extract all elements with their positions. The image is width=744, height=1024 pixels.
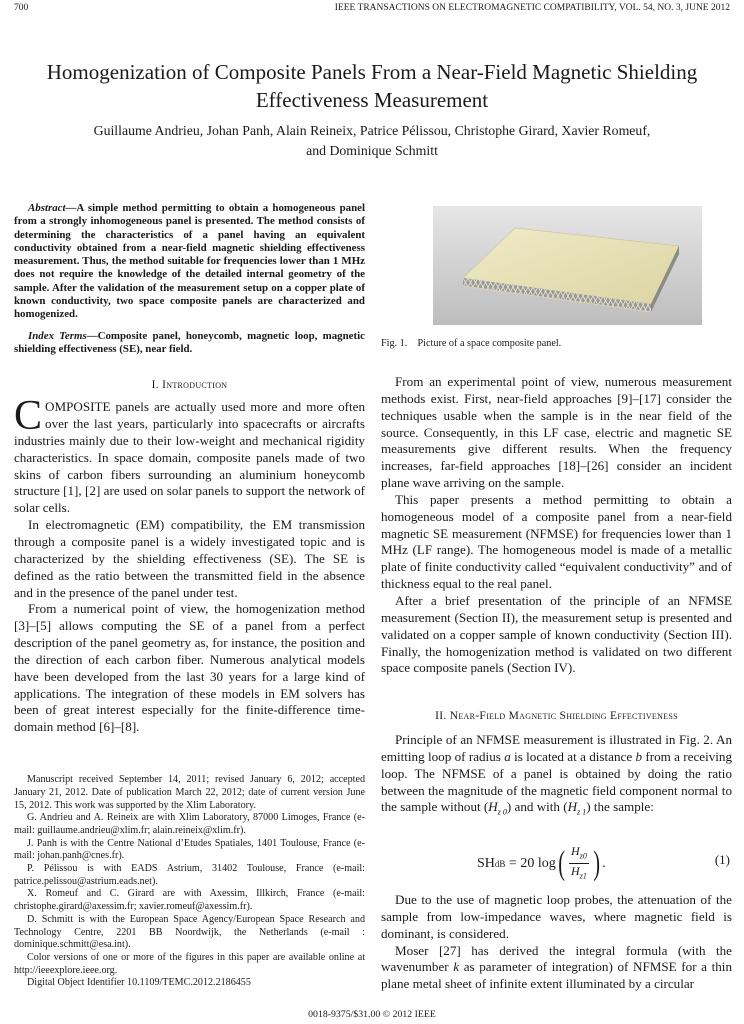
abstract-label: Abstract	[28, 202, 66, 214]
index-terms-text: —Composite panel, honeycomb, magnetic loop, magnetic shielding effectiveness (SE), near field.	[14, 329, 365, 355]
figure-1-caption-text: Picture of a space composite panel.	[417, 338, 562, 349]
text-run: Moser [27] has derived the integral formula (with the wavenumber	[381, 942, 732, 975]
footnote-affiliation: P. Pélissou is with EADS Astrium, 31402 Toulouse, France (e-mail: patrice.pelissou@astrium.eads.net).	[14, 863, 365, 887]
sub-z0: z 0	[497, 807, 507, 817]
authors-line-2: and Dominique Schmitt	[306, 143, 438, 158]
eq-left-paren: (	[557, 844, 565, 882]
right-paragraph-2: This paper presents a method permitting to obtain a homogeneous model of a composite panel from a near-field magnetic SE measurement (NFMSE) for frequencies lower than 1 MHz (LF range). The homogeneous model is made of a metallic plate of finite conductivity called “equivalent conductivity” and of thickness equal to the real panel.	[381, 491, 732, 592]
eq-num-var: H	[571, 844, 580, 858]
eq-end: .	[602, 855, 606, 871]
figure-1-label: Fig. 1.	[381, 338, 408, 349]
var-b: b	[635, 748, 643, 764]
var-hz0: H	[488, 799, 498, 815]
equation-body	[477, 844, 606, 884]
section-2-paragraph-2: Due to the use of magnetic loop probes, the attenuation of the sample from low-impedance waves, where magnetic field is dominant, is considered.	[381, 892, 732, 941]
right-column-lower	[381, 892, 732, 993]
section-title: Near-Field Magnetic Shielding Effectiveness	[449, 710, 678, 722]
section-title: Introduction	[162, 379, 228, 392]
section-2-paragraph-1	[381, 732, 732, 822]
section-heading-nfmse	[381, 710, 732, 722]
section-numeral: II.	[435, 710, 447, 722]
footnote-affiliation: G. Andrieu and A. Reineix are with Xlim Laboratory, 87000 Limoges, France (e-mail: guillaume.andrieu@xlim.fr; alain.reineix@xlim.fr).	[14, 812, 365, 836]
intro-paragraph-2: In electromagnetic (EM) compatibility, the EM transmission through a composite panel is a widely investigated topic and is characterized by the shielding effectiveness (SE). The SE is defined as the ratio between the transmitted field in the absence and in the presence of the panel under test.	[14, 517, 365, 600]
footnote-affiliation: X. Romeuf and C. Girard are with Axessim, Illkirch, France (e-mail: christophe.girard@axessim.fr; xavier.romeuf@axessim.fr).	[14, 888, 365, 913]
footnotes	[14, 774, 365, 990]
left-column	[14, 202, 365, 990]
intro-paragraph-3: From a numerical point of view, the homogenization method [3]–[5] allows computing the SE of a panel from a perfect description of the panel geometry as, for instance, the position and the direction of each carbon fiber. Numerous analytical models have been developed from the last 30 years for a large kind of applications. The integration of these models in EM solvers has been of great interest especially for the finite-difference time-domain method [6]–[8].	[14, 601, 365, 735]
footnote-affiliation: D. Schmitt is with the European Space Agency/European Space Research and Technology Centre, 2201 BB Noordwijk, the Netherlands (e-mail : dominique.schmitt@esa.int).	[14, 913, 365, 951]
paper-title	[20, 58, 724, 114]
text-run: ) the sample:	[586, 799, 654, 815]
footnote-color-note: Color versions of one or more of the figures in this paper are available online at http://ieeexplore.ieee.org.	[14, 951, 365, 976]
var-a: a	[504, 748, 511, 764]
intro-paragraph-1	[14, 393, 365, 517]
eq-den-var: H	[571, 864, 580, 879]
right-column-upper	[381, 374, 732, 677]
eq-lhs: SH	[477, 855, 495, 871]
footnote-doi: Digital Object Identifier 10.1109/TEMC.2012.2186455	[27, 977, 251, 989]
title-line-1: Homogenization of Composite Panels From a Near-Field Magnetic Shielding	[46, 60, 698, 84]
text-run: Principle of an NFMSE measurement is illustrated in Fig. 2. An emitting loop of radius	[381, 732, 732, 764]
right-column-section-2	[381, 710, 732, 822]
footnote-affiliation: J. Panh is with the Centre National d’Etudes Spatiales, 1401 Toulouse, France (e-mail: johan.panh@cnes.fr).	[14, 837, 365, 862]
eq-right-paren: )	[593, 844, 600, 882]
running-header: IEEE TRANSACTIONS ON ELECTROMAGNETIC COMPATIBILITY, VOL. 54, NO. 3, JUNE 2012	[334, 3, 730, 13]
right-paragraph-3: After a brief presentation of the principle of an NFMSE measurement (Section II), the measurement setup is presented and validated on a copper sample of known conductivity (Section III). Finally, the homogenization method is validated on two different space composite panels (Section IV).	[381, 592, 732, 676]
index-terms	[14, 330, 365, 357]
text-run: is located at a distance	[510, 748, 636, 764]
text-run: from a receiving loop. The NFMSE of a panel is obtained by doing the ratio between the magnitude of the magnetic field component normal to the sample without (	[381, 748, 733, 815]
authors-line-1: Guillaume Andrieu, Johan Panh, Alain Reineix, Patrice Pélissou, Christophe Girard, Xavier Romeuf,	[93, 123, 651, 138]
right-paragraph-1: From an experimental point of view, numerous measurement methods exist. First, near-field approaches [9]–[17] consider the techniques usable when the sample is in the near field of the source. Consequently, in this LF case, electric and magnetic SE measurements give different results. When the frequency increases, far-field approaches [18]–[26] consider an incident plane wave arriving on the sample.	[381, 374, 732, 491]
footnote-manuscript: Manuscript received September 14, 2011; revised January 6, 2012; accepted January 21, 2012. Date of publication March 22, 2012; date of current version June 15, 2012. This work was supported by the Xlim Laboratory.	[14, 774, 365, 811]
eq-num-sub: z0	[579, 851, 587, 861]
section-heading-introduction	[14, 379, 365, 391]
author-list	[20, 121, 724, 161]
page-number: 700	[14, 3, 29, 13]
eq-numerator	[569, 844, 589, 864]
abstract-text: —A simple method permitting to obtain a homogeneous panel from a strongly inhomogeneous panel is presented. The method consists of determining the characteristics of a panel having an equivalent conductivity obtained from a near-field magnetic shielding effectiveness measurement. Thus, the method suitable for frequencies lower than 1 MHz does not require the knowledge of the detailed internal geometry of the sample. After the validation of the measurement setup on a copper plate of known conductivity, two space composite panels are characterized and homogenized.	[14, 202, 365, 321]
text-run: as parameter of integration) of NFMSE for a thin plane metal sheet of infinite extent illuminated by a circular	[381, 959, 732, 992]
text-run: ) and with (	[506, 799, 568, 815]
intro-body	[14, 393, 365, 736]
var-k: k	[453, 959, 460, 975]
eq-fraction	[569, 844, 589, 884]
section-2-paragraph-3	[381, 943, 732, 994]
eq-mid: = 20 log	[505, 855, 556, 871]
intro-paragraph-1-text: OMPOSITE panels are actually used more and more often over the last years, particularly into spacecrafts or aircrafts industries mainly due to their low-weight and mechanical rigidity characteristics. In space domain, composite panels made of two skins of carbon fibers surrounding an aluminium honeycomb structure [1], [2] are used on solar panels to support the network of solar cells.	[14, 399, 365, 516]
section-numeral: I.	[151, 379, 159, 392]
eq-lhs-sub: dB	[494, 858, 506, 869]
figure-1-image	[433, 206, 702, 325]
figure-1-caption	[381, 338, 561, 349]
sub-z1: z 1	[577, 807, 587, 817]
index-terms-label: Index Terms	[28, 329, 87, 342]
eq-denominator	[569, 864, 589, 883]
abstract	[14, 202, 365, 322]
equation-1	[381, 840, 732, 886]
var-hz1: H	[567, 799, 578, 815]
title-line-2: Effectiveness Measurement	[255, 88, 489, 112]
drop-cap: C	[14, 393, 43, 440]
copyright-footer: 0018-9375/$31.00 © 2012 IEEE	[308, 1009, 436, 1020]
eq-den-sub: z1	[579, 871, 587, 881]
composite-panel-illustration	[433, 206, 702, 325]
equation-number: (1)	[714, 852, 730, 867]
